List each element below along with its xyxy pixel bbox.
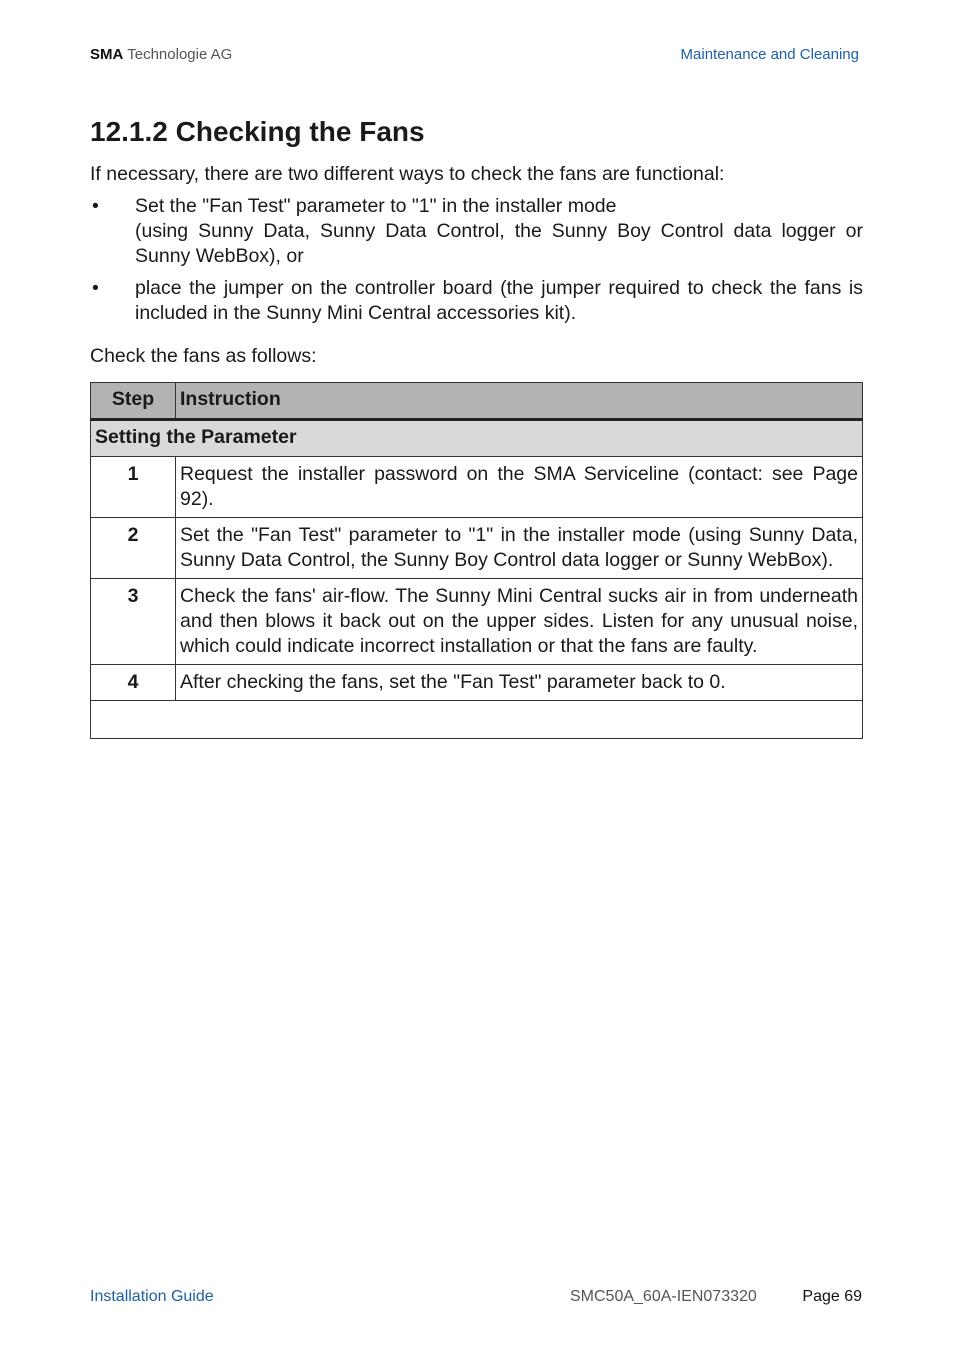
section-title: Setting the Parameter <box>91 420 863 457</box>
step-number: 4 <box>91 665 176 701</box>
empty-cell <box>91 701 863 739</box>
step-number: 1 <box>91 457 176 518</box>
footer-page-number: Page 69 <box>802 1288 862 1305</box>
check-intro: Check the fans as follows: <box>90 345 317 367</box>
table-section-row <box>91 420 863 457</box>
header-section: Maintenance and Cleaning <box>680 46 859 63</box>
table-row <box>91 518 863 579</box>
list-item <box>90 194 863 269</box>
steps-table <box>90 382 863 739</box>
step-instruction: After checking the fans, set the "Fan Test" parameter back to 0. <box>176 665 863 701</box>
list-item-text: (using Sunny Data, Sunny Data Control, the Sunny Boy Control data logger or Sunny WebBox), or <box>135 220 863 267</box>
header-company <box>90 46 232 63</box>
step-instruction: Set the "Fan Test" parameter to "1" in the installer mode (using Sunny Data, Sunny Data Control, the Sunny Boy Control data logger or Sunny WebBox). <box>176 518 863 579</box>
brand-name: SMA <box>90 46 124 63</box>
table-header-row <box>91 383 863 420</box>
list-item <box>90 276 863 326</box>
bullet-icon: • <box>92 277 99 299</box>
method-list <box>90 194 863 333</box>
table-row <box>91 457 863 518</box>
step-instruction: Check the fans' air-flow. The Sunny Mini Central sucks air in from underneath and then blows it back out on the upper sides. Listen for any unusual noise, which could indicate incorrect installation or that the fans are faulty. <box>176 579 863 665</box>
step-number: 3 <box>91 579 176 665</box>
column-header-step: Step <box>91 383 176 420</box>
column-header-instruction: Instruction <box>176 383 863 420</box>
footer-doc-id: SMC50A_60A-IEN073320 <box>570 1288 757 1305</box>
intro-paragraph: If necessary, there are two different ways to check the fans are functional: <box>90 163 725 185</box>
list-item-text: Set the "Fan Test" parameter to "1" in the installer mode <box>135 195 617 217</box>
table-empty-row <box>91 701 863 739</box>
table-row <box>91 579 863 665</box>
table-row <box>91 665 863 701</box>
bullet-icon: • <box>92 195 99 217</box>
step-instruction: Request the installer password on the SMA Serviceline (contact: see Page 92). <box>176 457 863 518</box>
list-item-text: place the jumper on the controller board (the jumper required to check the fans is included in the Sunny Mini Central accessories kit). <box>135 277 863 324</box>
step-number: 2 <box>91 518 176 579</box>
footer-guide: Installation Guide <box>90 1288 214 1305</box>
page-title: 12.1.2 Checking the Fans <box>90 116 425 147</box>
company-name: Technologie AG <box>127 46 233 63</box>
